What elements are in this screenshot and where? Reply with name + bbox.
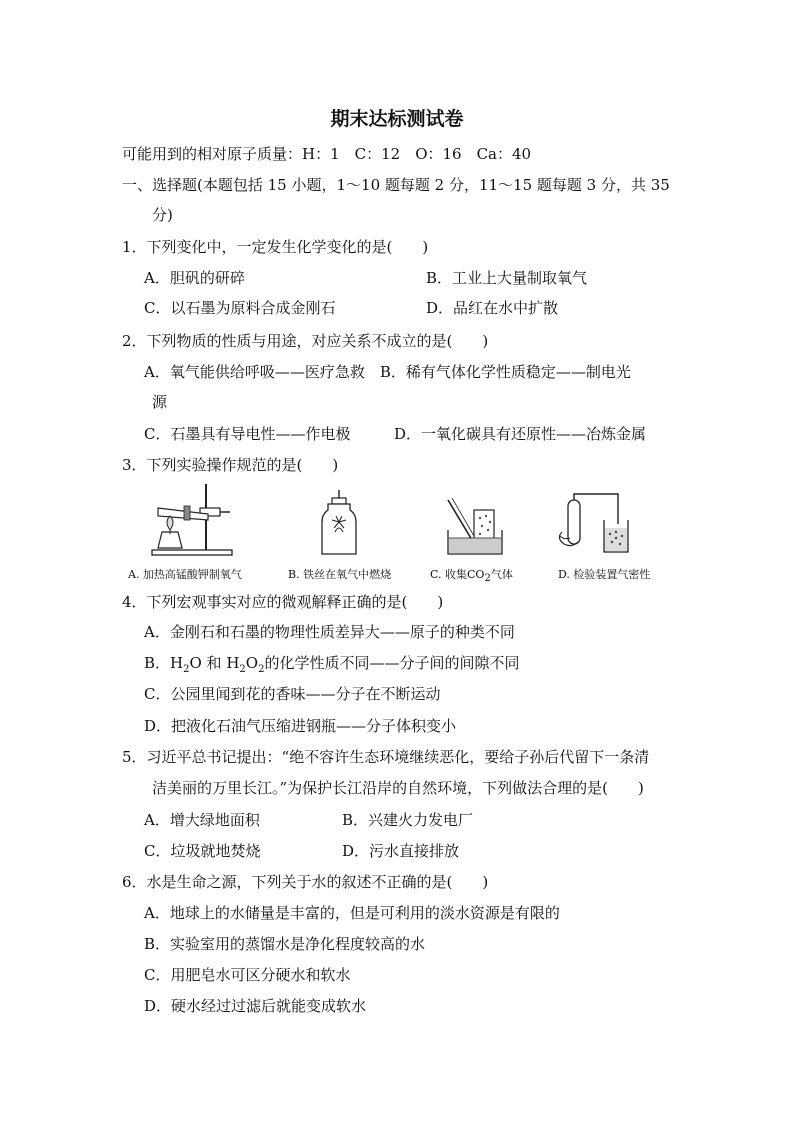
figure-d-airtightness-check bbox=[554, 492, 630, 558]
question-5-stem: 5．习近平总书记提出：“绝不容许生态环境继续恶化，要给子孙后代留下一条清 bbox=[122, 748, 650, 766]
figure-c-caption: C. 收集$CO_2$气体 bbox=[430, 568, 513, 585]
q5-option-d: D．污水直接排放 bbox=[342, 842, 460, 860]
q1-option-b: B．工业上大量制取氧气 bbox=[426, 269, 588, 287]
page-title: 期末达标测试卷 bbox=[330, 108, 464, 130]
q4-option-c: C．公园里闻到花的香味——分子在不断运动 bbox=[144, 685, 441, 703]
q2-option-c: C．石墨具有导电性——作电极 bbox=[144, 425, 351, 443]
figure-b-caption: B. 铁丝在氧气中燃烧 bbox=[288, 568, 392, 581]
section-heading: 一、选择题(本题包括 15 小题，1～10 题每题 2 分，11～15 题每题 3 分，共 35 bbox=[122, 176, 670, 194]
q6-option-c: C．用肥皂水可区分硬水和软水 bbox=[144, 966, 351, 984]
question-6-stem: 6．水是生命之源，下列关于水的叙述不正确的是( ) bbox=[122, 873, 489, 891]
q2-option-d: D．一氧化碳具有还原性——冶炼金属 bbox=[394, 425, 647, 443]
figure-a-heating-apparatus bbox=[148, 482, 238, 558]
q4-option-b: B．$H_2O$ 和 $H_2O_2$的化学性质不同——分子间的间隙不同 bbox=[144, 654, 520, 675]
section-heading-cont: 分) bbox=[152, 206, 173, 224]
q5-option-a: A．增大绿地面积 bbox=[144, 811, 260, 829]
q1-option-c: C．以石墨为原料合成金刚石 bbox=[144, 299, 336, 317]
figure-d-caption: D. 检验装置气密性 bbox=[558, 568, 651, 581]
question-3-stem: 3．下列实验操作规范的是( ) bbox=[122, 456, 339, 474]
q4-option-a: A．金刚石和石墨的物理性质差异大——原子的种类不同 bbox=[144, 623, 515, 641]
question-5-stem-cont: 洁美丽的万里长江。”为保护长江沿岸的自然环境，下列做法合理的是( ) bbox=[152, 779, 644, 797]
figure-b-iron-burning bbox=[318, 488, 360, 558]
q2-option-b-cont: 源 bbox=[152, 393, 168, 411]
q5-option-c: C．垃圾就地焚烧 bbox=[144, 842, 261, 860]
q6-option-b: B．实验室用的蒸馏水是净化程度较高的水 bbox=[144, 935, 426, 953]
q1-option-a: A．胆矾的研碎 bbox=[144, 269, 245, 287]
q4-option-d: D．把液化石油气压缩进钢瓶——分子体积变小 bbox=[144, 717, 457, 735]
question-4-stem: 4．下列宏观事实对应的微观解释正确的是( ) bbox=[122, 593, 444, 611]
figure-c-collect-co2 bbox=[444, 496, 506, 558]
q6-option-d: D．硬水经过过滤后就能变成软水 bbox=[144, 997, 367, 1015]
question-2-stem: 2．下列物质的性质与用途，对应关系不成立的是( ) bbox=[122, 332, 489, 350]
q6-option-a: A．地球上的水储量是丰富的，但是可利用的淡水资源是有限的 bbox=[144, 904, 560, 922]
question-1-stem: 1．下列变化中，一定发生化学变化的是( ) bbox=[122, 238, 429, 256]
q1-option-d: D．品红在水中扩散 bbox=[426, 299, 559, 317]
q2-option-ab: A．氧气能供给呼吸——医疗急救 B．稀有气体化学性质稳定——制电光 bbox=[144, 363, 631, 381]
q5-option-b: B．兴建火力发电厂 bbox=[342, 811, 474, 829]
figure-a-caption: A. 加热高锰酸钾制氧气 bbox=[128, 568, 242, 581]
atomic-mass-line: 可能用到的相对原子质量：H：1 C：12 O：16 Ca：40 bbox=[122, 145, 532, 163]
